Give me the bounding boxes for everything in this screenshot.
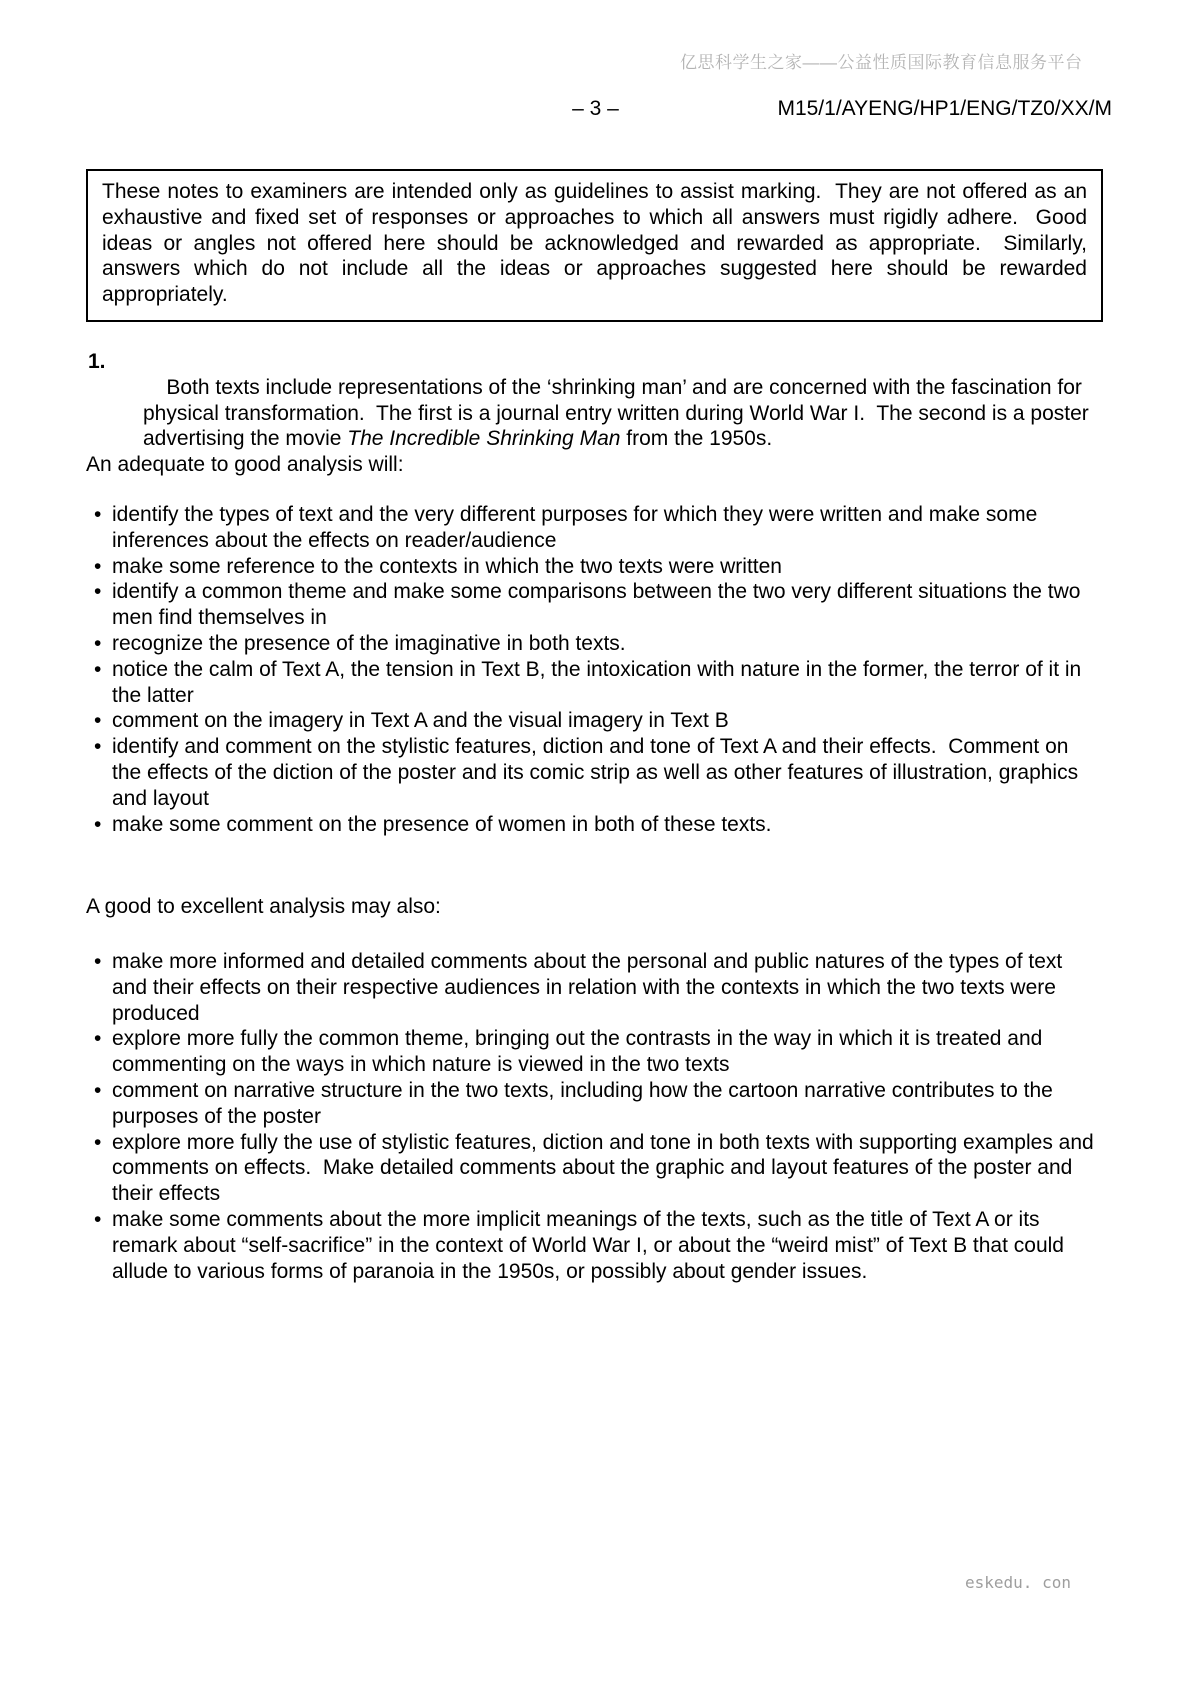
list-item — [86, 657, 1103, 709]
list-item-text: recognize the presence of the imaginative in both texts. — [112, 631, 626, 655]
bullet-icon: • — [94, 812, 102, 836]
list-item — [86, 1078, 1103, 1130]
bullet-icon: • — [94, 580, 102, 604]
list-item — [86, 554, 1103, 580]
page-number: – 3 – — [572, 97, 619, 120]
question-text-before-title: Both texts include representations of the ‘shrinking man’ and are concerned with the fascination for physical transformation. The first is a journal entry written during World War I. The second is a poster advertising the movie — [143, 375, 1095, 451]
examiner-notes-box — [86, 169, 1103, 322]
bullet-icon: • — [94, 950, 102, 973]
list-item-text: comment on narrative structure in the two texts, including how the cartoon narrative contributes to the purposes of the poster — [112, 1078, 1059, 1128]
list-item-text: notice the calm of Text A, the tension in Text B, the intoxication with nature in the former, the terror of it in the latter — [112, 657, 1088, 707]
bullet-icon: • — [94, 1078, 102, 1102]
excellent-bullet-list — [86, 949, 1103, 1284]
adequate-bullet-list — [86, 502, 1103, 837]
list-item — [86, 1130, 1103, 1207]
footer-watermark: eskedu. con — [965, 1573, 1071, 1592]
question-text-after-title: from the 1950s. — [620, 427, 773, 451]
adequate-section-heading: An adequate to good analysis will: — [86, 453, 404, 476]
bullet-icon: • — [94, 735, 102, 759]
list-item — [86, 579, 1103, 631]
bullet-icon: • — [94, 657, 102, 681]
question-number: 1. — [88, 350, 106, 373]
excellent-section-heading: A good to excellent analysis may also: — [86, 895, 441, 918]
list-item-text: explore more fully the use of stylistic features, diction and tone in both texts with supporting examples and comments on effects. Make detailed comments about the graphic and layout features of the poster and their effects — [112, 1130, 1100, 1206]
bullet-icon: • — [94, 631, 102, 655]
bullet-icon: • — [94, 1027, 102, 1051]
list-item — [86, 631, 1103, 657]
list-item-text: make more informed and detailed comments about the personal and public natures of the types of text and their effects on their respective audiences in relation with the contexts in which the two texts were produced — [112, 950, 1069, 1025]
bullet-icon: • — [94, 1130, 102, 1154]
list-item-text: identify and comment on the stylistic features, diction and tone of Text A and their effects. Comment on the effects of the diction of the poster and its comic strip as well as other features of illustration, graphics and layout — [112, 735, 1084, 810]
list-item — [86, 708, 1103, 734]
list-item-text: identify a common theme and make some comparisons between the two very different situations the two men find themselves in — [112, 580, 1087, 630]
list-item-text: comment on the imagery in Text A and the visual imagery in Text B — [112, 709, 729, 733]
list-item-text: make some comments about the more implicit meanings of the texts, such as the title of Text A or its remark about “self-sacrifice” in the context of World War I, or about the “weird mist” of Text B that could allude to various forms of paranoia in the 1950s, or possibly about gender issues. — [112, 1207, 1070, 1283]
bullet-icon: • — [94, 554, 102, 578]
list-item — [86, 502, 1103, 554]
bullet-icon: • — [94, 709, 102, 733]
list-item-text: identify the types of text and the very different purposes for which they were written and make some inferences about the effects on reader/audience — [112, 503, 1044, 552]
bullet-icon: • — [94, 1207, 102, 1231]
list-item-text: make some comment on the presence of women in both of these texts. — [112, 812, 772, 836]
list-item — [86, 1026, 1103, 1078]
document-code: M15/1/AYENG/HP1/ENG/TZ0/XX/M — [777, 97, 1112, 120]
list-item-text: explore more fully the common theme, bringing out the contrasts in the way in which it is treated and commenting on the ways in which nature is viewed in the two texts — [112, 1027, 1049, 1077]
list-item — [86, 949, 1103, 1026]
list-item — [86, 812, 1103, 838]
header-watermark: 亿思科学生之家——公益性质国际教育信息服务平台 — [680, 53, 1083, 72]
examiner-notes-text: These notes to examiners are intended only as guidelines to assist marking. They are not offered as an exhaustive and fixed set of responses or approaches to which all answers must rigidly adhere. Good ideas or angles not offered here should be acknowledged and rewarded as appropriate. Similarly, answers which do not include all the ideas or approaches suggested here should be rewarded appropriately. — [102, 180, 1093, 307]
list-item — [86, 734, 1103, 811]
movie-title: The Incredible Shrinking Man — [347, 427, 621, 451]
bullet-icon: • — [94, 503, 102, 526]
list-item — [86, 1207, 1103, 1284]
list-item-text: make some reference to the contexts in which the two texts were written — [112, 554, 782, 578]
